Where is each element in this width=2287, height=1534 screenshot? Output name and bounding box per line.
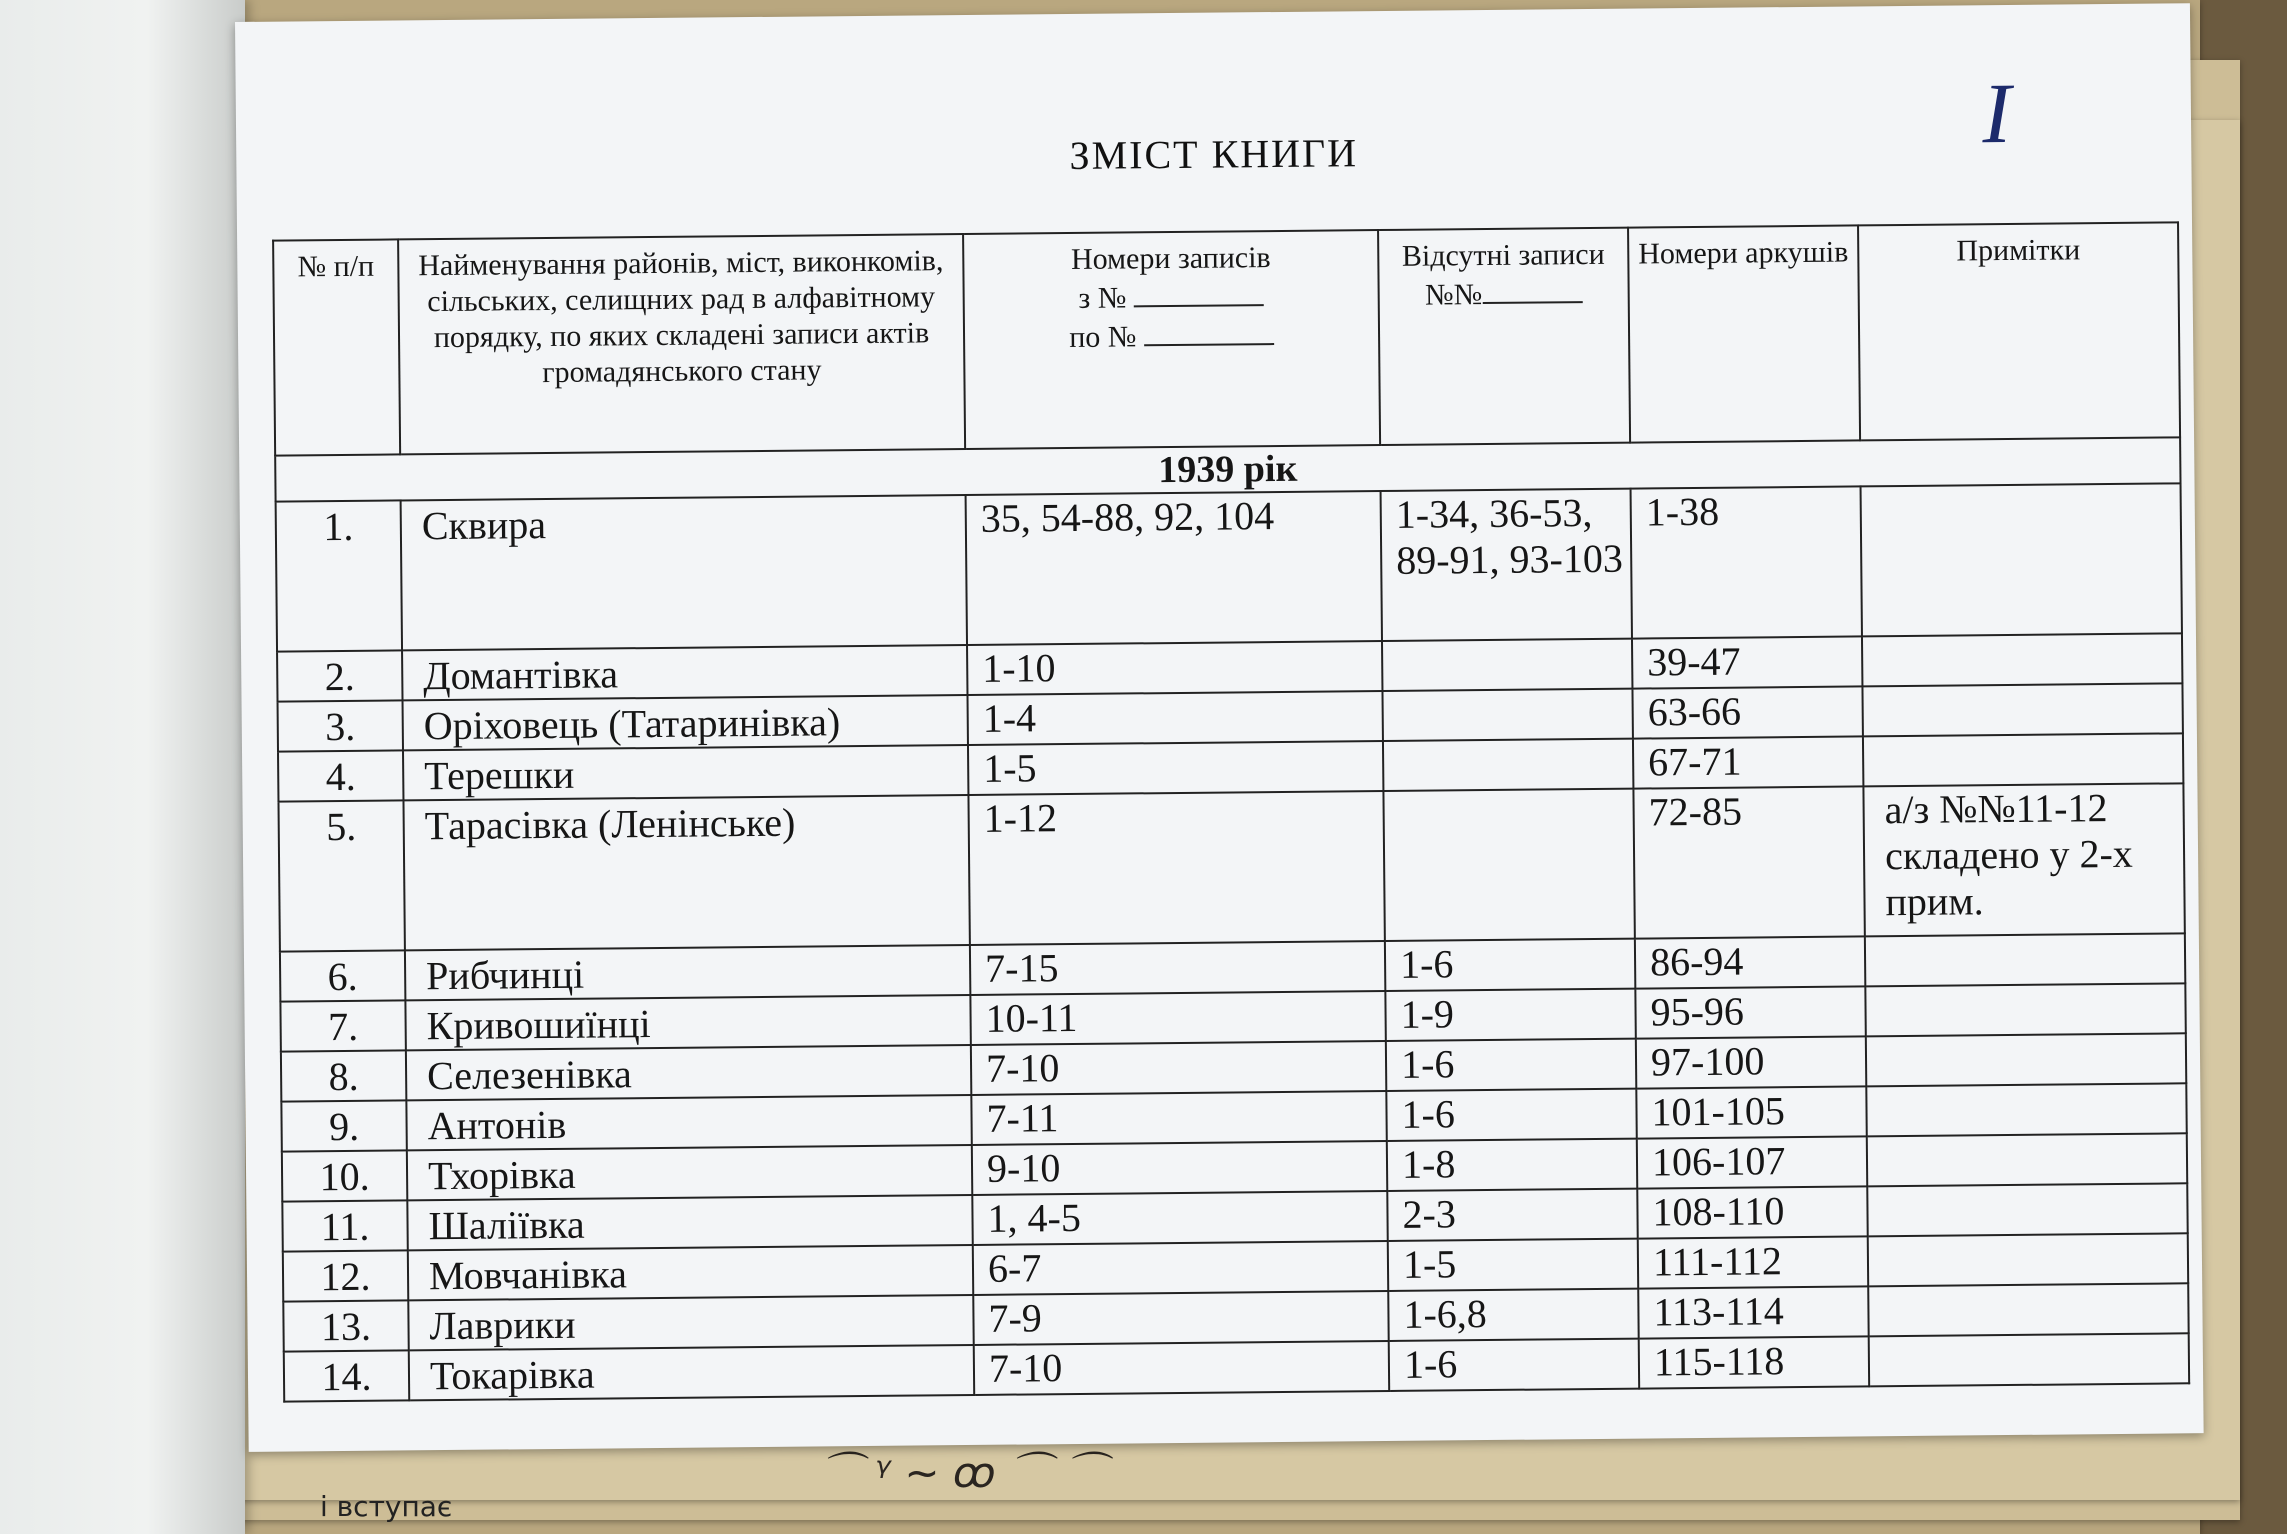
document-page xyxy=(235,3,2204,1452)
row-notes xyxy=(1865,933,2185,986)
row-records: 7-10 xyxy=(971,1041,1386,1095)
row-absent: 1-9 xyxy=(1385,989,1635,1041)
row-absent xyxy=(1383,789,1634,941)
row-sheets: 63-66 xyxy=(1632,686,1862,738)
row-absent: 1-6,8 xyxy=(1388,1289,1638,1341)
row-num: 1. xyxy=(276,500,402,651)
row-records: 1-4 xyxy=(967,691,1382,745)
row-num: 2. xyxy=(277,650,402,701)
row-num: 7. xyxy=(280,1000,405,1051)
row-absent: 1-5 xyxy=(1388,1239,1638,1291)
row-name: Тарасівка (Ленінське) xyxy=(403,795,969,950)
row-sheets: 115-118 xyxy=(1639,1336,1869,1388)
row-records: 9-10 xyxy=(972,1141,1387,1195)
row-notes xyxy=(1863,733,2183,786)
header-records-title: Номери записів xyxy=(1070,241,1271,276)
row-num: 5. xyxy=(278,800,404,951)
table-row xyxy=(276,483,2182,651)
row-name: Токарівка xyxy=(409,1345,974,1400)
row-sheets: 106-107 xyxy=(1637,1136,1867,1188)
underlying-handwriting: ⌒ ᵞ ~ ꝏ ⌒ ⌒ xyxy=(820,1448,1107,1497)
row-name: Антонів xyxy=(406,1095,971,1150)
row-records: 1-5 xyxy=(968,741,1383,795)
row-notes xyxy=(1867,1183,2187,1236)
row-num: 8. xyxy=(281,1050,406,1101)
row-num: 9. xyxy=(281,1100,406,1151)
row-sheets: 108-110 xyxy=(1637,1186,1867,1238)
contents-table xyxy=(272,221,2190,1402)
page-title: ЗМІСТ КНИГИ xyxy=(1069,130,1359,178)
row-records: 1-10 xyxy=(967,641,1382,695)
row-records: 7-15 xyxy=(970,941,1385,995)
row-absent xyxy=(1382,689,1632,741)
row-absent: 1-8 xyxy=(1387,1139,1637,1191)
row-name: Оріховець (Татаринівка) xyxy=(403,695,968,750)
row-absent: 2-3 xyxy=(1387,1189,1637,1241)
row-num: 13. xyxy=(283,1300,408,1351)
row-records: 1, 4-5 xyxy=(972,1191,1387,1245)
row-name: Терешки xyxy=(403,745,968,800)
row-sheets: 111-112 xyxy=(1638,1236,1868,1288)
row-absent: 1-6 xyxy=(1386,1089,1636,1141)
row-sheets: 95-96 xyxy=(1635,986,1865,1038)
row-records: 7-9 xyxy=(973,1291,1388,1345)
row-records: 35, 54-88, 92, 104 xyxy=(966,491,1382,645)
year-label: 1939 рік xyxy=(275,437,2180,501)
header-name: Найменування районів, міст, виконкомів, сільських, селищних рад в алфавітному порядку, по яких складені записи актів громадянського стану xyxy=(398,234,965,454)
row-name: Шаліївка xyxy=(407,1195,972,1250)
row-num: 4. xyxy=(278,750,403,801)
row-num: 10. xyxy=(282,1150,407,1201)
row-notes xyxy=(1869,1333,2189,1386)
row-num: 11. xyxy=(282,1200,407,1251)
header-num: № п/п xyxy=(273,239,400,455)
row-records: 7-10 xyxy=(974,1341,1389,1395)
left-blank-page xyxy=(0,0,245,1534)
row-sheets: 39-47 xyxy=(1632,636,1862,688)
row-sheets: 67-71 xyxy=(1633,736,1863,788)
row-notes xyxy=(1866,1033,2186,1086)
row-notes xyxy=(1868,1283,2188,1336)
row-num: 3. xyxy=(278,700,403,751)
row-absent: 1-6 xyxy=(1385,939,1635,991)
row-notes xyxy=(1868,1233,2188,1286)
row-num: 12. xyxy=(283,1250,408,1301)
underlying-page-text: і вступає xyxy=(320,1490,453,1523)
corner-mark: I xyxy=(1981,64,2012,162)
row-records: 7-11 xyxy=(971,1091,1386,1145)
row-notes xyxy=(1867,1133,2187,1186)
row-sheets: 72-85 xyxy=(1633,786,1864,938)
row-name: Лаврики xyxy=(408,1295,973,1350)
row-name: Сквира xyxy=(401,495,967,650)
row-notes xyxy=(1861,483,2182,636)
header-sheets: Номери аркушів xyxy=(1628,225,1860,442)
row-notes xyxy=(1862,683,2182,736)
row-absent: 1-6 xyxy=(1386,1039,1636,1091)
header-records-to: по № xyxy=(965,314,1378,357)
row-sheets: 1-38 xyxy=(1631,486,1862,638)
table-row xyxy=(278,783,2184,951)
row-name: Селезенівка xyxy=(406,1045,971,1100)
row-name: Мовчанівка xyxy=(408,1245,973,1300)
header-records-from: з № xyxy=(965,275,1378,318)
row-sheets: 97-100 xyxy=(1636,1036,1866,1088)
row-name: Рибчинці xyxy=(405,945,970,1000)
row-records: 1-12 xyxy=(968,791,1384,945)
row-name: Кривошиїнці xyxy=(405,995,970,1050)
row-notes: а/з №№11-12 складено у 2-х прим. xyxy=(1863,783,2184,936)
row-records: 10-11 xyxy=(970,991,1385,1045)
row-absent: 1-34, 36-53, 89-91, 93-103 xyxy=(1381,489,1632,641)
row-absent xyxy=(1382,639,1632,691)
row-absent xyxy=(1383,739,1633,791)
row-num: 6. xyxy=(280,950,405,1001)
row-name: Тхорівка xyxy=(407,1145,972,1200)
row-sheets: 86-94 xyxy=(1635,936,1865,988)
row-sheets: 101-105 xyxy=(1636,1086,1866,1138)
row-notes xyxy=(1862,633,2182,686)
row-name: Домантівка xyxy=(402,645,967,700)
header-records xyxy=(963,230,1380,449)
header-absent-title: Відсутні записи xyxy=(1401,237,1605,273)
row-absent: 1-6 xyxy=(1389,1339,1639,1391)
row-sheets: 113-114 xyxy=(1638,1286,1868,1338)
row-num: 14. xyxy=(284,1350,409,1401)
header-absent-nn: №№ xyxy=(1379,273,1627,314)
header-absent xyxy=(1378,228,1630,445)
row-notes xyxy=(1866,1083,2186,1136)
header-row xyxy=(273,222,2180,455)
row-records: 6-7 xyxy=(973,1241,1388,1295)
header-notes: Примітки xyxy=(1858,222,2180,440)
row-notes xyxy=(1865,983,2185,1036)
